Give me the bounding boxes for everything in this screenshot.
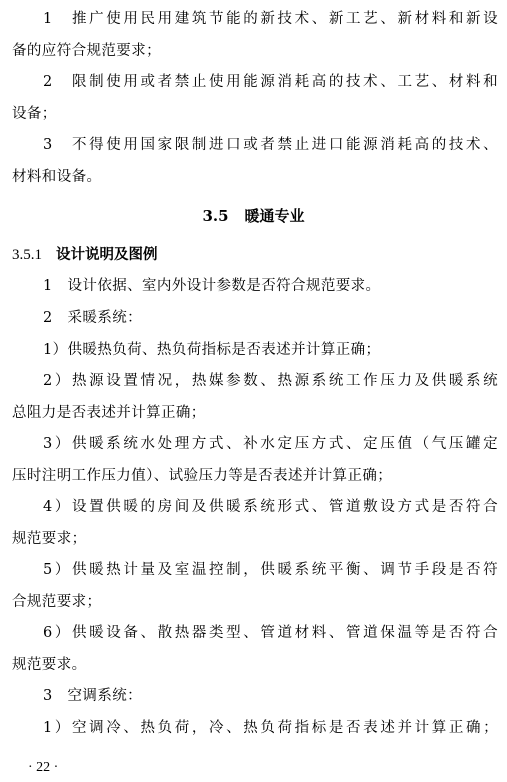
content-line: 4）设置供暖的房间及供暖系统形式、管道敷设方式是否符合 [43, 499, 498, 515]
content-line: 1）空调冷、热负荷，冷、热负荷指标是否表述并计算正确； [43, 720, 498, 736]
content-line: 总阻力是否表述并计算正确； [12, 405, 206, 421]
content-line: 规范要求； [12, 531, 87, 547]
section-title: 暖通专业 [244, 207, 305, 225]
content-line: 2 采暖系统： [43, 310, 143, 326]
content-line: 6）供暖设备、散热器类型、管道材料、管道保温等是否符合 [43, 625, 498, 641]
content-line: 1 设计依据、室内外设计参数是否符合规范要求。 [43, 278, 381, 294]
content-line: 2）热源设置情况，热媒参数、热源系统工作压力及供暖系统 [43, 373, 498, 389]
item-2-line-1: 2 限制使用或者禁止使用能源消耗高的技术、工艺、材料和 [43, 74, 498, 90]
page-number: · 22 · [28, 760, 59, 775]
item-3-line-2: 材料和设备。 [12, 169, 102, 185]
content-line: 规范要求。 [12, 657, 87, 673]
item-1-line-2: 备的应符合规范要求； [12, 43, 161, 59]
item-3-line-1: 3 不得使用国家限制进口或者禁止进口能源消耗高的技术、 [43, 137, 498, 153]
content-line: 3）供暖系统水处理方式、补水定压方式、定压值（气压罐定 [43, 436, 498, 452]
subsection-heading [12, 245, 158, 265]
section-number: 3.5 [202, 207, 229, 225]
subsection-number: 3.5.1 [12, 247, 42, 263]
content-line: 5）供暖热计量及室温控制，供暖系统平衡、调节手段是否符 [43, 562, 498, 578]
subsection-title: 设计说明及图例 [56, 246, 158, 263]
item-1-line-1: 1 推广使用民用建筑节能的新技术、新工艺、新材料和新设 [43, 11, 498, 27]
content-line: 合规范要求； [12, 594, 102, 610]
content-line: 3 空调系统： [43, 688, 143, 704]
item-2-line-2: 设备； [12, 106, 57, 122]
content-line: 压时注明工作压力值）、试验压力等是否表述并计算正确； [12, 468, 393, 484]
section-heading [0, 206, 507, 226]
content-line: 1）供暖热负荷、热负荷指标是否表述并计算正确； [43, 342, 381, 358]
